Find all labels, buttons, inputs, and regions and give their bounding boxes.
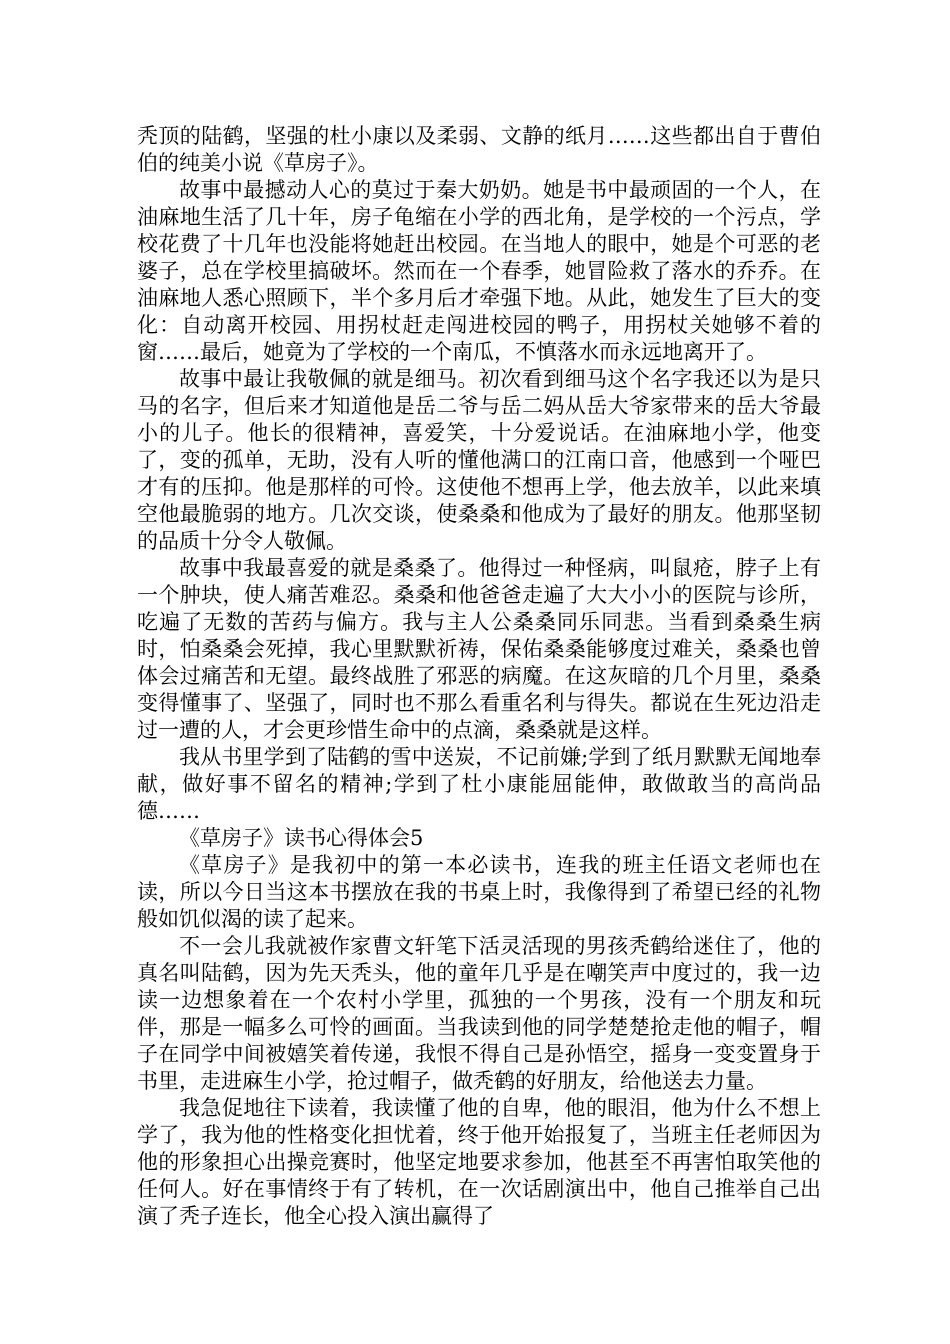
- paragraph: 我急促地往下读着，我读懂了他的自卑，他的眼泪，他为什么不想上学了，我为他的性格变化担忧着，终于他开始报复了，当班主任老师因为他的形象担心出操竞赛时，他坚定地要求参加，他甚至不再害怕取笑他的任何人。好在事情终于有了转机，在一次话剧演出中，他自己推举自己出演了秃子连长，他全心投入演出赢得了: [137, 1096, 821, 1228]
- document-body: [137, 123, 821, 1230]
- paragraph: 故事中我最喜爱的就是桑桑了。他得过一种怪病，叫鼠疮，脖子上有一个肿块，使人痛苦难忍。桑桑和他爸爸走遍了大大小小的医院与诊所，吃遍了无数的苦药与偏方。我与主人公桑桑同乐同悲。当看到桑桑生病时，怕桑桑会死掉，我心里默默祈祷，保佑桑桑能够度过难关，桑桑也曾体会过痛苦和无望。最终战胜了邪恶的病魔。在这灰暗的几个月里，桑桑变得懂事了、坚强了，同时也不那么看重名利与得失。都说在生死边沿走过一遭的人，才会更珍惜生命中的点滴，桑桑就是这样。: [137, 556, 821, 742]
- paragraph: 不一会儿我就被作家曹文轩笔下活灵活现的男孩秃鹤给迷住了，他的真名叫陆鹤，因为先天秃头，他的童年几乎是在嘲笑声中度过的，我一边读一边想象着在一个农村小学里，孤独的一个男孩，没有一个朋友和玩伴，那是一幅多么可怜的画面。当我读到他的同学楚楚抢走他的帽子，帽子在同学中间被嬉笑着传递，我恨不得自己是孙悟空，摇身一变变置身于书里，走进麻生小学，抢过帽子，做秃鹤的好朋友，给他送去力量。: [137, 934, 821, 1093]
- paragraph: 故事中最让我敬佩的就是细马。初次看到细马这个名字我还以为是只马的名字，但后来才知道他是岳二爷与岳二妈从岳大爷家带来的岳大爷最小的儿子。他长的很精神，喜爱笑，十分爱说话。在油麻地小学，他变了，变的孤单，无助，没有人听的懂他满口的江南口音，他感到一个哑巴才有的压抑。他是那样的可怜。这使他不想再上学，他去放羊，以此来填空他最脆弱的地方。几次交谈，使桑桑和他成为了最好的朋友。他那坚韧的品质十分令人敬佩。: [137, 367, 821, 553]
- section-heading: 《草房子》读书心得体会5: [179, 826, 424, 850]
- paragraph: 《草房子》是我初中的第一本必读书，连我的班主任语文老师也在读，所以今日当这本书摆放在我的书桌上时，我像得到了希望已经的礼物般如饥似渴的读了起来。: [137, 853, 821, 931]
- paragraph: 故事中最撼动人心的莫过于秦大奶奶。她是书中最顽固的一个人，在油麻地生活了几十年，房子龟缩在小学的西北角，是学校的一个污点，学校花费了十几年也没能将她赶出校园。在当地人的眼中，她是个可恶的老婆子，总在学校里搞破坏。然而在一个春季，她冒险救了落水的乔乔。在油麻地人悉心照顾下，半个多月后才牵强下地。从此，她发生了巨大的变化：自动离开校园、用拐杖赶走闯进校园的鸭子，用拐杖关她够不着的窗……最后，她竟为了学校的一个南瓜，不慎落水而永远地离开了。: [137, 178, 821, 364]
- paragraph: 秃顶的陆鹤，坚强的杜小康以及柔弱、文静的纸月……这些都出自于曹伯伯的纯美小说《草房子》。: [137, 124, 821, 175]
- paragraph: 我从书里学到了陆鹤的雪中送炭，不记前嫌;学到了纸月默默无闻地奉献，做好事不留名的精神;学到了杜小康能屈能伸，敢做敢当的高尚品德……: [137, 745, 821, 823]
